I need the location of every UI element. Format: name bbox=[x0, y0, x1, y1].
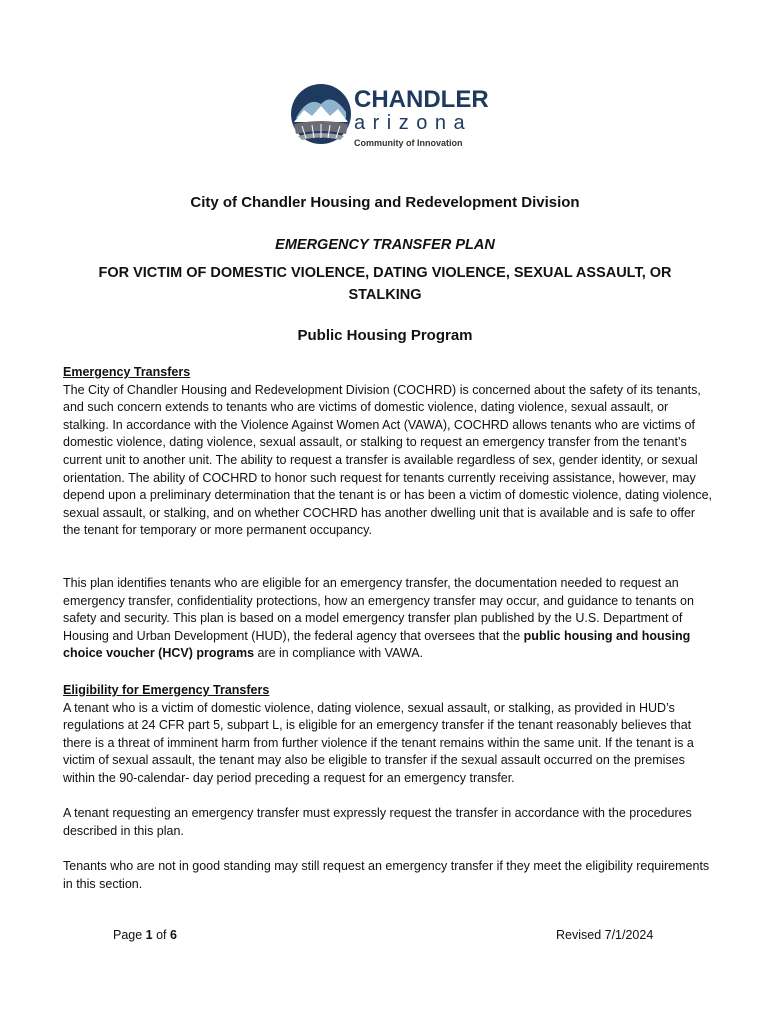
chandler-emblem-icon bbox=[290, 82, 352, 146]
section-heading-emergency-transfers: Emergency Transfers bbox=[63, 365, 191, 379]
overview-text-bold: public housing and housing choice voucher (HCV) programs bbox=[63, 628, 691, 661]
plan-title: EMERGENCY TRANSFER PLAN bbox=[275, 237, 495, 253]
section-heading-eligibility: Eligibility for Emergency Transfers bbox=[63, 683, 270, 697]
emergency-transfers-section bbox=[63, 364, 713, 540]
division-title: City of Chandler Housing and Redevelopment Division bbox=[190, 194, 580, 211]
emergency-transfers-paragraph-1: The City of Chandler Housing and Redevelopment Division (COCHRD) is concerned about the safety of its tenants, and such concern extends to tenants who are victims of domestic violence, dating violence, sexual assault, or stalking. In accordance with the Violence Against Women Act (VAWA), COCHRD allows tenants who are victims of domestic violence, dating violence, sexual assault, or stalking to request an emergency transfer from the tenant’s current unit to another unit. The ability to request a transfer is available regardless of sex, gender identity, or sexual orientation. The ability of COCHRD to honor such request for tenants currently receiving assistance, however, may depend upon a preliminary determination that the tenant is or has been a victim of domestic violence, dating violence, sexual assault, or stalking, and on whether COCHRD has another dwelling unit that is available and is safe to offer the tenant for temporary or more permanent occupancy. bbox=[63, 382, 712, 538]
page-number bbox=[113, 928, 177, 942]
logo-name: CHANDLER bbox=[354, 86, 489, 113]
eligibility-paragraph-3: Tenants who are not in good standing may still request an emergency transfer if they meet the eligibility requirements in this section. bbox=[63, 859, 710, 891]
program-title: Public Housing Program bbox=[297, 327, 473, 344]
overview-text-end: are in compliance with VAWA. bbox=[254, 646, 424, 661]
victim-subtitle: FOR VICTIM OF DOMESTIC VIOLENCE, DATING VIOLENCE, SEXUAL ASSAULT, OR STALKING bbox=[98, 265, 672, 303]
plan-overview-paragraph bbox=[63, 575, 713, 663]
logo-tagline: Community of Innovation bbox=[354, 138, 463, 148]
eligibility-section bbox=[63, 682, 713, 788]
chandler-logo bbox=[290, 78, 489, 150]
current-page: 1 bbox=[145, 928, 153, 942]
eligibility-paragraph-1: A tenant who is a victim of domestic violence, dating violence, sexual assault, or stalking, as provided in HUD’s regulations at 24 CFR part 5, subpart L, is eligible for an emergency transfer if the tenant reasonably believes that there is a threat of imminent harm from further violence if the tenant remains within the same unit. If the tenant is a victim of sexual assault, the tenant may also be eligible to transfer if the sexual assault occurred on the premises within the 90-calendar- day period preceding a request for an emergency transfer. bbox=[63, 700, 694, 785]
logo-state: arizona bbox=[354, 112, 473, 134]
eligibility-paragraph-2: A tenant requesting an emergency transfer must expressly request the transfer in accordance with the procedures described in this plan. bbox=[63, 806, 692, 838]
total-pages: 6 bbox=[170, 928, 177, 942]
page-word: Page bbox=[113, 928, 146, 942]
of-word: of bbox=[152, 928, 170, 942]
revised-date: Revised 7/1/2024 bbox=[556, 928, 654, 942]
overview-text-start: This plan identifies tenants who are eligible for an emergency transfer, the documentation needed to request an emergency transfer, confidentiality protections, how an emergency transfer may occur, and guidance to tenants on safety and security. This plan is based on a model emergency transfer plan published by the U.S. Department of Housing and Urban Development (HUD), the federal agency that oversees that the bbox=[63, 576, 694, 643]
